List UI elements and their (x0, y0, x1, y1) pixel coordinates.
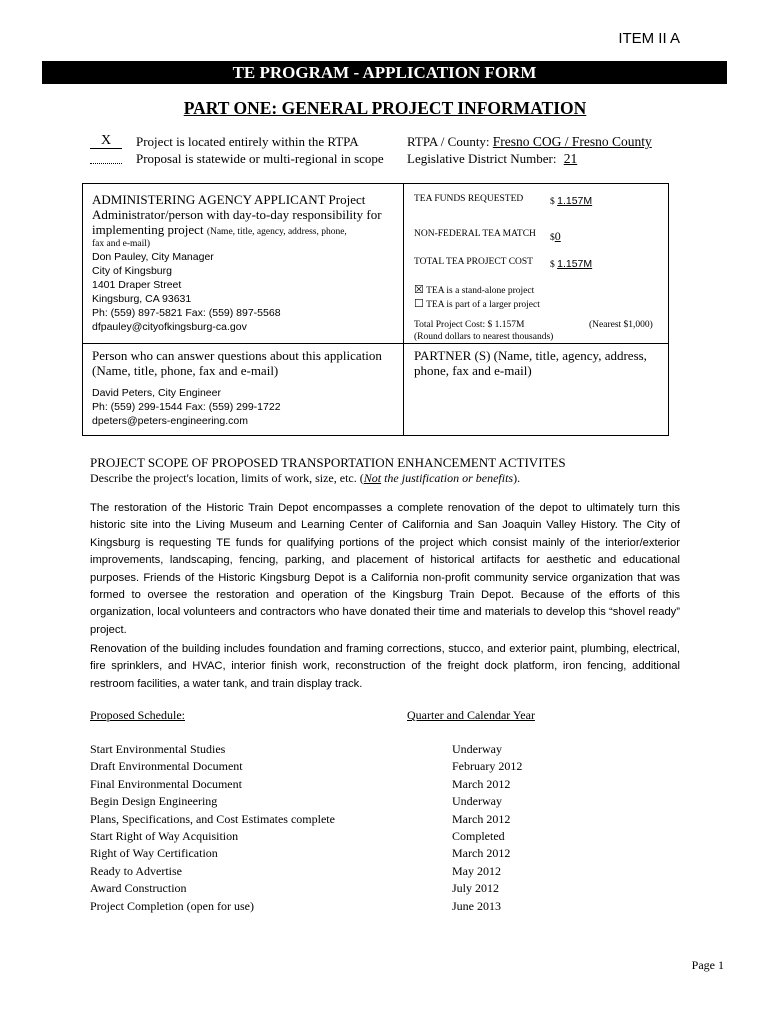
agency-contact-4: Kingsburg, CA 93631 (92, 293, 192, 305)
schedule-task: Ready to Advertise (90, 864, 182, 878)
schedule-quarter-heading: Quarter and Calendar Year (407, 708, 535, 722)
schedule-task: Start Right of Way Acquisition (90, 829, 239, 843)
total-cost-label: TOTAL TEA PROJECT COST (414, 257, 533, 267)
schedule-task: Start Environmental Studies (90, 742, 226, 756)
questions-heading-1: Person who can answer questions about this application (92, 348, 382, 363)
standalone-text: TEA is a stand-alone project (426, 286, 535, 296)
scope-paragraph-2: Renovation of the building includes foundation and framing corrections, stucco, and exterior paint, plumbing, electrical, fire sprinklers, and HVAC, interior finish work, reconstruction of the freight dock platform, iron fencing, additional restroom facilities, a water tank, and train display track. (90, 643, 680, 690)
schedule-date: Underway (452, 742, 502, 756)
schedule-task: Final Environmental Document (90, 777, 242, 791)
questions-contact-2: Ph: (559) 299-1544 Fax: (559) 299-1722 (92, 401, 281, 413)
rtpa-checkmark[interactable]: X (90, 133, 122, 149)
district-label: Legislative District Number: (407, 151, 557, 166)
currency-sign: $ (550, 233, 555, 243)
describe-suffix: the justification or benefits (381, 471, 514, 485)
agency-contact-3: 1401 Draper Street (92, 279, 182, 291)
tea-requested-label: TEA FUNDS REQUESTED (414, 194, 524, 204)
page-number: Page 1 (691, 958, 724, 972)
larger-project-text: TEA is part of a larger project (426, 300, 540, 310)
schedule-task: Draft Environmental Document (90, 759, 243, 773)
larger-project-checkbox-icon[interactable]: ☐ (414, 298, 424, 310)
schedule-date: July 2012 (452, 881, 500, 895)
questions-cell (92, 348, 397, 428)
schedule-date: March 2012 (452, 777, 511, 791)
questions-heading-2: (Name, title, phone, fax and e-mail) (92, 363, 279, 378)
partner-heading-1: PARTNER (S) (Name, title, agency, address, (414, 348, 647, 363)
schedule-task: Plans, Specifications, and Cost Estimates complete (90, 812, 335, 826)
rtpa-option-text: Project is located entirely within the RTPA (136, 134, 359, 149)
total-cost-value[interactable]: 1.157M (557, 258, 593, 270)
statewide-checkbox-line[interactable] (90, 163, 122, 164)
scope-paragraph-1: The restoration of the Historic Train Depot encompasses a complete renovation of the depot to ultimately turn this historic site into the Living Museum and Learning Center of California and San Joaquin Valley History. The City of Kingsburg is requesting TE funds for qualifying portions of the project which consist mainly of the interior/exterior improvements, landscaping, fencing, parking, and placement of historical artifacts for aesthetic and educational purposes. Friends of the Historic Kingsburg Depot is a California non-profit community service organization that was formed to oversee the restoration and operation of the Kingsburg Train Depot. Because of the efforts of this organization, local volunteers and contractors who have donated their time and materials to develop this “shovel ready” project. (90, 502, 680, 636)
schedule-task: Project Completion (open for use) (90, 899, 254, 913)
partner-cell (414, 348, 664, 378)
schedule-date: Underway (452, 794, 502, 808)
questions-contact-3: dpeters@peters-engineering.com (92, 415, 248, 427)
schedule-date: March 2012 (452, 846, 511, 860)
describe-prefix: Describe the project's location, limits of work, size, etc. ( (90, 471, 364, 485)
schedule-date: March 2012 (452, 812, 511, 826)
tea-requested-value[interactable]: 1.157M (557, 195, 593, 207)
describe-end: ). (513, 471, 521, 485)
agency-contact-6: dfpauley@cityofkingsburg-ca.gov (92, 321, 247, 333)
agency-contact-5: Ph: (559) 897-5821 Fax: (559) 897-5568 (92, 307, 281, 319)
scope-heading: PROJECT SCOPE OF PROPOSED TRANSPORTATION ENHANCEMENT ACTIVITES (90, 455, 566, 470)
questions-contact-1: David Peters, City Engineer (92, 387, 221, 399)
schedule-task: Award Construction (90, 881, 187, 895)
round-note: (Round dollars to nearest thousands) (414, 332, 554, 342)
agency-contact-2: City of Kingsburg (92, 265, 172, 277)
describe-not: Not (363, 471, 382, 485)
part-title: PART ONE: GENERAL PROJECT INFORMATION (183, 98, 587, 118)
nonfederal-label: NON-FEDERAL TEA MATCH (414, 229, 536, 239)
scope-describe (90, 471, 520, 486)
nonfederal-value[interactable]: 0 (554, 229, 561, 243)
schedule-task: Begin Design Engineering (90, 794, 218, 808)
schedule-date: February 2012 (452, 759, 523, 773)
schedule-task: Right of Way Certification (90, 846, 218, 860)
standalone-checkbox-icon[interactable]: ☒ (414, 284, 424, 296)
form-title: TE PROGRAM - APPLICATION FORM (42, 61, 727, 84)
partner-heading-2: phone, fax and e-mail) (414, 363, 532, 378)
agency-cell (92, 192, 397, 334)
schedule-date: Completed (452, 829, 505, 843)
schedule-date: June 2013 (452, 899, 501, 913)
total-project-cost-line: Total Project Cost: $ 1.157M (414, 320, 525, 330)
rtpa-county-label: RTPA / County: (407, 134, 490, 149)
project-info-grid (82, 183, 669, 436)
statewide-option-text: Proposal is statewide or multi-regional in scope (136, 151, 384, 166)
currency-sign: $ (550, 197, 555, 207)
schedule-date: May 2012 (452, 864, 501, 878)
agency-heading-note-2: fax and e-mail) (92, 239, 151, 249)
district-value: 21 (563, 151, 578, 166)
nearest-note: (Nearest $1,000) (589, 320, 653, 330)
rtpa-county-value: Fresno COG / Fresno County (492, 134, 652, 149)
agency-heading-2: Administrator/person with day-to-day responsibility for (92, 207, 382, 222)
schedule-heading: Proposed Schedule: (90, 708, 185, 722)
agency-heading-3: implementing project (92, 222, 204, 237)
currency-sign: $ (550, 260, 555, 270)
item-label: ITEM II A (618, 30, 680, 47)
agency-heading-1: ADMINISTERING AGENCY APPLICANT Project (92, 192, 366, 207)
agency-contact-1: Don Pauley, City Manager (92, 251, 214, 263)
agency-heading-note: (Name, title, agency, address, phone, (206, 227, 347, 237)
